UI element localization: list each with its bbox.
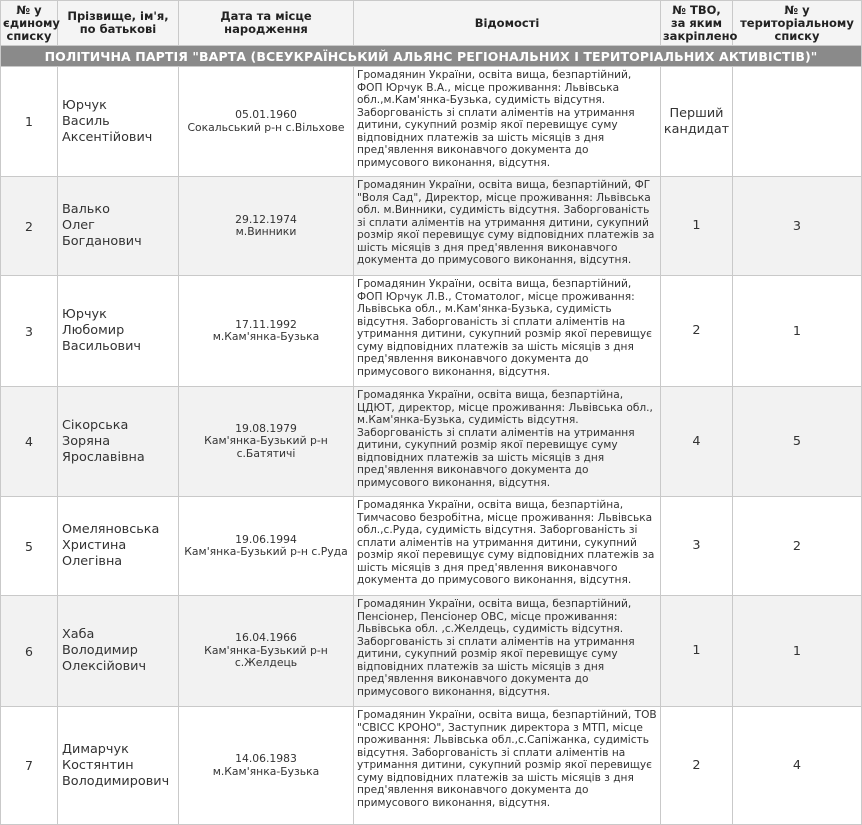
- candidate-name-part: Аксентійович: [62, 129, 153, 145]
- candidate-name-part: Ярославівна: [62, 449, 145, 465]
- candidate-list-number: 3: [1, 276, 58, 387]
- candidate-territorial-number: 1: [733, 596, 862, 707]
- candidate-birth: [179, 596, 354, 707]
- candidate-birth-line: с.Желдець: [234, 656, 298, 670]
- candidate-list-number: 1: [1, 67, 58, 177]
- candidate-name-part: Сікорська: [62, 417, 129, 433]
- candidate-list-number: 7: [1, 707, 58, 825]
- table-row: [1, 276, 862, 387]
- candidate-birth-line: Кам'янка-Бузький р-н: [204, 643, 328, 657]
- candidate-birth-line: м.Кам'янка-Бузька: [212, 330, 320, 343]
- candidate-name-part: Богданович: [62, 234, 142, 249]
- candidate-territorial-number: 5: [733, 387, 862, 497]
- candidate-tvo: 4: [661, 387, 733, 497]
- candidate-name-part: Василь: [62, 113, 110, 129]
- candidate-info: Громадянин України, освіта вища, безпартійний, ФОП Юрчук Л.В., Стоматолог, місце проживання: Львівська обл., м.Кам'янка-Бузька, судимість відсутня. Заборгованість зі сплати аліментів на утримання дитини, сукупний розмір якої перевищує суму відповідних платежів за шість місяців з дня пред'явлення виконавчого документа до примусового виконання, відсутня.: [354, 276, 661, 387]
- header-territorial-number: № у територіальному списку: [733, 1, 862, 46]
- candidate-name-part: Зоряна: [62, 433, 111, 449]
- header-tvo: № ТВО, за яким закріплено: [661, 1, 733, 46]
- candidate-birth-line: 05.01.1960: [235, 108, 297, 121]
- candidate-tvo: 2: [661, 707, 733, 825]
- candidate-info: Громадянин України, освіта вища, безпартійний, ФОП Юрчук В.А., місце проживання: Львівська обл.,м.Кам'янка-Бузька, судимість відсутня. Заборгованість зі сплати аліментів на утримання дитини, сукупний розмір якої перевищує суму відповідних платежів за шість місяців з дня пред'явлення виконавчого документа до примусового виконання, відсутня.: [354, 67, 661, 177]
- candidate-name: [58, 276, 179, 387]
- candidate-birth: [179, 707, 354, 825]
- candidate-list-number: 4: [1, 387, 58, 497]
- candidate-birth-line: Сокальський р-н с.Вільхове: [187, 120, 345, 134]
- candidate-info: Громадянка України, освіта вища, безпартійна, ЦДЮТ, директор, місце проживання: Львівська обл., м.Кам'янка-Бузька, судимість відсутня. Заборгованість зі сплати аліментів на утримання дитини, сукупний розмір якої перевищує суму відповідних платежів за шість місяців з дня пред'явлення виконавчого документа до примусового виконання, відсутня.: [354, 387, 661, 497]
- candidate-birth-line: 16.04.1966: [235, 631, 297, 645]
- candidate-name-part: Юрчук: [62, 97, 107, 113]
- candidate-territorial-number: 2: [733, 497, 862, 596]
- candidate-list-number: 5: [1, 497, 58, 596]
- candidate-territorial-number: [733, 67, 862, 177]
- candidate-name-part: Олексійович: [62, 659, 147, 674]
- header-birth: Дата та місце народження: [179, 1, 354, 46]
- table-row: [1, 707, 862, 825]
- table-header-row: [1, 1, 862, 46]
- candidate-info: Громадянин України, освіта вища, безпартійний, ТОВ "СВІСС КРОНО", Заступник директора з МТП, місце проживання: Львівська обл.,с.Сапіжанка, судимість відсутня. Заборгованість зі сплати аліментів на утримання дитини, сукупний розмір якої перевищує суму відповідних платежів за шість місяців з дня пред'явлення виконавчого документа до примусового виконання, відсутня.: [354, 707, 661, 825]
- candidate-birth-line: 19.06.1994: [235, 532, 297, 546]
- table-row: [1, 387, 862, 497]
- candidate-birth-line: 19.08.1979: [235, 421, 297, 435]
- candidate-name-part: Костянтин: [62, 757, 134, 773]
- candidate-name-part: Олег: [62, 218, 95, 233]
- candidate-tvo: 1: [661, 177, 733, 276]
- candidate-birth-line: с.Батятичі: [236, 446, 296, 460]
- candidate-territorial-number: 4: [733, 707, 862, 825]
- candidate-tvo: 2: [661, 276, 733, 387]
- candidate-birth: [179, 276, 354, 387]
- candidate-name-part: Хаба: [62, 627, 95, 642]
- candidate-birth-line: м.Кам'янка-Бузька: [212, 764, 320, 778]
- candidate-name-part: Христина: [62, 538, 127, 553]
- candidate-tvo: 3: [661, 497, 733, 596]
- header-full-name: Прізвище, ім'я, по батькові: [58, 1, 179, 46]
- party-name: ПОЛІТИЧНА ПАРТІЯ "ВАРТА (ВСЕУКРАЇНСЬКИЙ АЛЬЯНС РЕГІОНАЛЬНИХ І ТЕРИТОРІАЛЬНИХ АКТИВІСТІВ)": [1, 46, 862, 67]
- table-row: [1, 497, 862, 596]
- table-row: [1, 177, 862, 276]
- candidate-list-number: 2: [1, 177, 58, 276]
- candidate-birth-line: 14.06.1983: [235, 752, 297, 765]
- candidate-birth-line: 29.12.1974: [235, 212, 297, 226]
- candidate-birth: [179, 67, 354, 177]
- candidate-birth: [179, 497, 354, 596]
- candidate-tvo: Перший кандидат: [661, 67, 733, 177]
- candidate-birth: [179, 177, 354, 276]
- candidate-name-part: Васильович: [62, 339, 141, 354]
- candidate-territorial-number: 3: [733, 177, 862, 276]
- candidate-territorial-number: 1: [733, 276, 862, 387]
- candidate-name-part: Юрчук: [62, 307, 107, 322]
- candidate-birth-line: 17.11.1992: [235, 317, 297, 331]
- candidate-name-part: Володимир: [62, 643, 138, 658]
- candidate-name-part: Омеляновська: [62, 522, 160, 537]
- candidate-name-part: Любомир: [62, 323, 125, 338]
- candidate-birth-line: м.Винники: [235, 225, 297, 238]
- candidate-name-part: Валько: [62, 202, 110, 217]
- candidate-name: [58, 497, 179, 596]
- candidate-name: [58, 67, 179, 177]
- candidate-name: [58, 707, 179, 825]
- candidate-birth: [179, 387, 354, 497]
- candidate-birth-line: Кам'янка-Бузький р-н с.Руда: [184, 545, 348, 558]
- candidate-name-part: Володимирович: [62, 773, 170, 789]
- table-row: [1, 596, 862, 707]
- table-row: [1, 67, 862, 177]
- header-list-number: № у єдиному списку: [1, 1, 58, 46]
- party-row: [1, 46, 862, 67]
- candidate-info: Громадянин України, освіта вища, безпартійний, ФГ "Воля Сад", Директор, місце проживання: Львівська обл. м.Винники, судимість відсутня. Заборгованість зі сплати аліментів на утримання дитини, сукупний розмір якої перевищує суму відповідних платежів за шість місяців з дня пред'явлення виконавчого документа до примусового виконання, відсутня.: [354, 177, 661, 276]
- candidate-list-number: 6: [1, 596, 58, 707]
- header-info: Відомості: [354, 1, 661, 46]
- candidate-info: Громадянка України, освіта вища, безпартійна, Тимчасово безробітна, місце проживання: Львівська обл.,с.Руда, судимість відсутня. Заборгованість зі сплати аліментів на утримання дитини, сукупний розмір якої перевищує суму відповідних платежів за шість місяців з дня пред'явлення виконавчого документа до примусового виконання, відсутня.: [354, 497, 661, 596]
- candidate-name: [58, 596, 179, 707]
- candidate-name-part: Олегівна: [62, 554, 123, 569]
- candidate-name: [58, 177, 179, 276]
- candidate-info: Громадянин України, освіта вища, безпартійний, Пенсіонер, Пенсіонер ОВС, місце проживання: Львівська обл. ,с.Желдець, судимість відсутня. Заборгованість зі сплати аліментів на утримання дитини, сукупний розмір якої перевищує суму відповідних платежів за шість місяців з дня пред'явлення виконавчого документа до примусового виконання, відсутня.: [354, 596, 661, 707]
- candidate-name-part: Димарчук: [62, 741, 129, 757]
- candidate-tvo: 1: [661, 596, 733, 707]
- candidate-name: [58, 387, 179, 497]
- candidate-birth-line: Кам'янка-Бузький р-н: [204, 434, 328, 448]
